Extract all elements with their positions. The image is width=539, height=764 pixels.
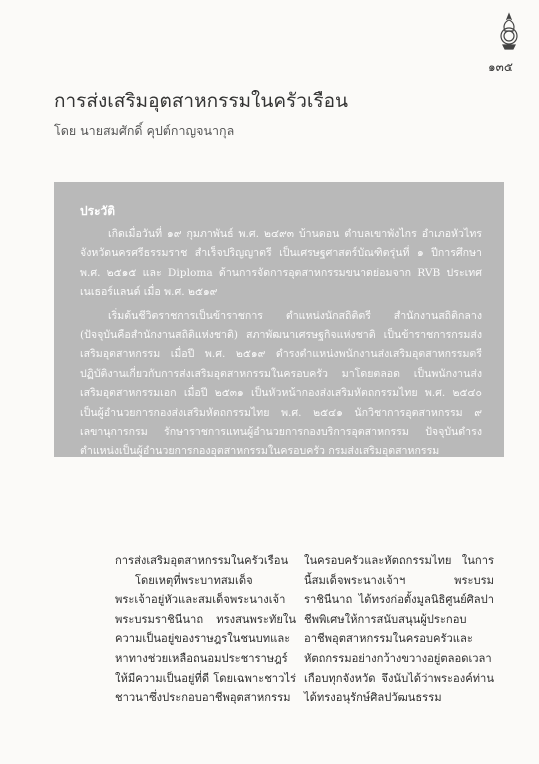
body-paragraph-right: ในครอบครัวและหัตถกรรมไทย ในการนี้สมเด็จพระนางเจ้าฯ พระบรมราชินีนาถ ได้ทรงก่อตั้งมูลนิธิศูนย์ศิลปาชีพพิเศษให้การสนับสนุนผู้ประกอบอาชีพอุตสาหกรรมในครอบครัวและหัตถกรรมอย่างกว้างขวางอยู่ตลอดเวลาเกือบทุกจังหวัด จึงนับได้ว่าพระองค์ท่านได้ทรงอนุรักษ์ศิลปวัฒนธรรม — [304, 554, 494, 705]
body-column-left — [115, 551, 296, 708]
article-title: การส่งเสริมอุตสาหกรรมในครัวเรือน — [54, 90, 348, 112]
biography-paragraph-2: เริ่มต้นชีวิตราชการเป็นข้าราชการ ตำแหน่งนักสถิติตรี สำนักงานสถิติกลาง (ปัจจุบันคือสำนักงานสถิติแห่งชาติ) สภาพัฒนาเศรษฐกิจแห่งชาติ เป็นข้าราชการกรมส่งเสริมอุตสาหกรรม เมื่อปี พ.ศ. ๒๕๑๙ ดำรงตำแหน่งพนักงานส่งเสริมอุตสาหกรรมตรี ปฏิบัติงานเกี่ยวกับการส่งเสริมอุตสาหกรรมในครอบครัว มาโดยตลอด เป็นพนักงานส่งเสริมอุตสาหกรรมเอก เมื่อปี ๒๕๓๑ เป็นหัวหน้ากองส่งเสริมหัตถกรรมไทย พ.ศ. ๒๕๔๐ เป็นผู้อำนวยการกองส่งเสริมหัตถกรรมไทย พ.ศ. ๒๕๔๑ นักวิชาการอุตสาหกรรม ๙ เลขานุการกรม รักษาราชการแทนผู้อำนวยการกองบริการอุตสาหกรรม ปัจจุบันดำรงตำแหน่งเป็นผู้อำนวยการกองอุตสาหกรรมในครอบครัว กรมส่งเสริมอุตสาหกรรม — [80, 309, 482, 458]
page-number: ๑๓๕ — [488, 60, 513, 74]
biography-box — [54, 182, 504, 457]
body-paragraph-left: โดยเหตุที่พระบาทสมเด็จพระเจ้าอยู่หัวและสมเด็จพระนางเจ้าพระบรมราชินีนาถ ทรงสนพระทัยในความเป็นอยู่ของราษฎรในชนบทและหาทางช่วยเหลือถนอมประชาราษฎร์ให้มีความเป็นอยู่ที่ดี โดยเฉพาะชาวไร่ชาวนาซึ่งประกอบอาชีพอุตสาหกรรม — [115, 573, 296, 705]
section-heading: การส่งเสริมอุตสาหกรรมในครัวเรือน — [115, 554, 289, 567]
article-author: โดย นายสมศักดิ์ คุปต์กาญจนากุล — [54, 123, 235, 138]
biography-heading: ประวัติ — [80, 204, 116, 218]
body-column-right — [304, 551, 494, 708]
biography-paragraph-1: เกิดเมื่อวันที่ ๑๙ กุมภาพันธ์ พ.ศ. ๒๔๙๓ บ้านดอน ตำบลเขาพังไกร อำเภอหัวไทร จังหวัดนครศรีธรรมราช สำเร็จปริญญาตรี เป็นเศรษฐศาสตร์บัณฑิตรุ่นที่ ๑ ปีการศึกษา พ.ศ. ๒๕๑๕ และ Diploma ด้านการจัดการอุตสาหกรรมขนาดย่อมจาก RVB ประเทศเนเธอร์แลนด์ เมื่อ พ.ศ. ๒๕๑๙ — [80, 228, 482, 299]
royal-emblem-icon — [497, 12, 521, 52]
